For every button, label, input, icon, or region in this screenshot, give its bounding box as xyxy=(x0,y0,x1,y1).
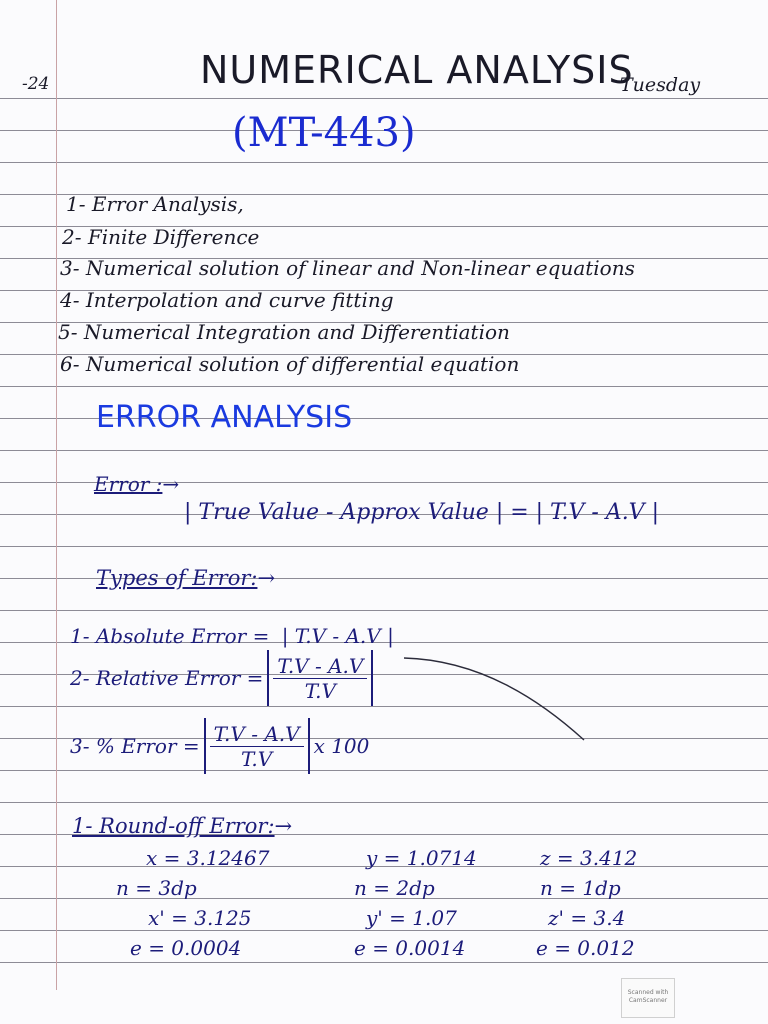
relative-error-label: 2- Relative Error = xyxy=(70,666,264,690)
percent-multiplier: x 100 xyxy=(313,734,370,758)
fraction-numerator: T.V - A.V xyxy=(273,654,367,679)
roundoff-rounded: y' = 1.07 xyxy=(366,906,457,930)
roundoff-value: x = 3.12467 xyxy=(146,846,270,870)
arrow-icon: → xyxy=(162,472,180,496)
roundoff-value: z = 3.412 xyxy=(540,846,638,870)
page-title: NUMERICAL ANALYSIS xyxy=(200,48,634,92)
pen-stroke xyxy=(400,650,590,745)
absolute-error-row xyxy=(70,624,394,648)
course-code: (MT-443) xyxy=(232,110,416,156)
list-item: 4- Interpolation and curve fitting xyxy=(60,288,394,312)
percent-error-fraction xyxy=(210,722,304,771)
list-item: 1- Error Analysis, xyxy=(66,192,244,216)
watermark-line1: Scanned with xyxy=(627,989,669,996)
error-label-text: Error : xyxy=(94,472,163,496)
types-label-text: Types of Error: xyxy=(96,566,258,590)
fraction-denominator: T.V xyxy=(241,746,273,771)
bracket-left xyxy=(204,718,206,774)
absolute-error-label: 1- Absolute Error = xyxy=(70,624,270,648)
list-item: 5- Numerical Integration and Differentiation xyxy=(58,320,510,344)
list-item: 6- Numerical solution of differential equation xyxy=(60,352,520,376)
roundoff-error: e = 0.0004 xyxy=(130,936,242,960)
bracket-left xyxy=(267,650,269,706)
percent-error-row xyxy=(70,718,369,774)
error-label xyxy=(94,472,179,496)
roundoff-label-text: 1- Round-off Error: xyxy=(72,814,275,838)
date-fragment: -24 xyxy=(22,74,50,94)
section-heading: ERROR ANALYSIS xyxy=(96,400,353,435)
relative-error-row xyxy=(70,650,377,706)
error-formula: | True Value - Approx Value | = | T.V - A.V | xyxy=(184,500,659,525)
watermark-line2: CamScanner xyxy=(628,997,668,1004)
arrow-icon: → xyxy=(274,814,293,838)
roundoff-dp: n = 3dp xyxy=(116,876,197,900)
roundoff-dp: n = 1dp xyxy=(540,876,621,900)
list-item: 3- Numerical solution of linear and Non-linear equations xyxy=(60,256,635,280)
types-label xyxy=(96,566,275,590)
roundoff-rounded: x' = 3.125 xyxy=(148,906,252,930)
bracket-right xyxy=(371,650,373,706)
absolute-error-formula: | T.V - A.V | xyxy=(281,624,394,648)
fraction-denominator: T.V xyxy=(304,678,336,703)
roundoff-value: y = 1.0714 xyxy=(366,846,477,870)
roundoff-label xyxy=(72,814,292,838)
roundoff-dp: n = 2dp xyxy=(354,876,435,900)
day-label: Tuesday xyxy=(620,74,701,96)
percent-error-label: 3- % Error = xyxy=(70,734,200,758)
margin-line xyxy=(56,0,57,990)
list-item: 2- Finite Difference xyxy=(62,225,260,249)
relative-error-fraction xyxy=(273,654,367,703)
scanner-watermark xyxy=(621,978,675,1018)
roundoff-rounded: z' = 3.4 xyxy=(548,906,626,930)
fraction-numerator: T.V - A.V xyxy=(210,722,304,747)
bracket-right xyxy=(308,718,310,774)
roundoff-error: e = 0.012 xyxy=(536,936,635,960)
roundoff-error: e = 0.0014 xyxy=(354,936,466,960)
arrow-icon: → xyxy=(257,566,276,590)
